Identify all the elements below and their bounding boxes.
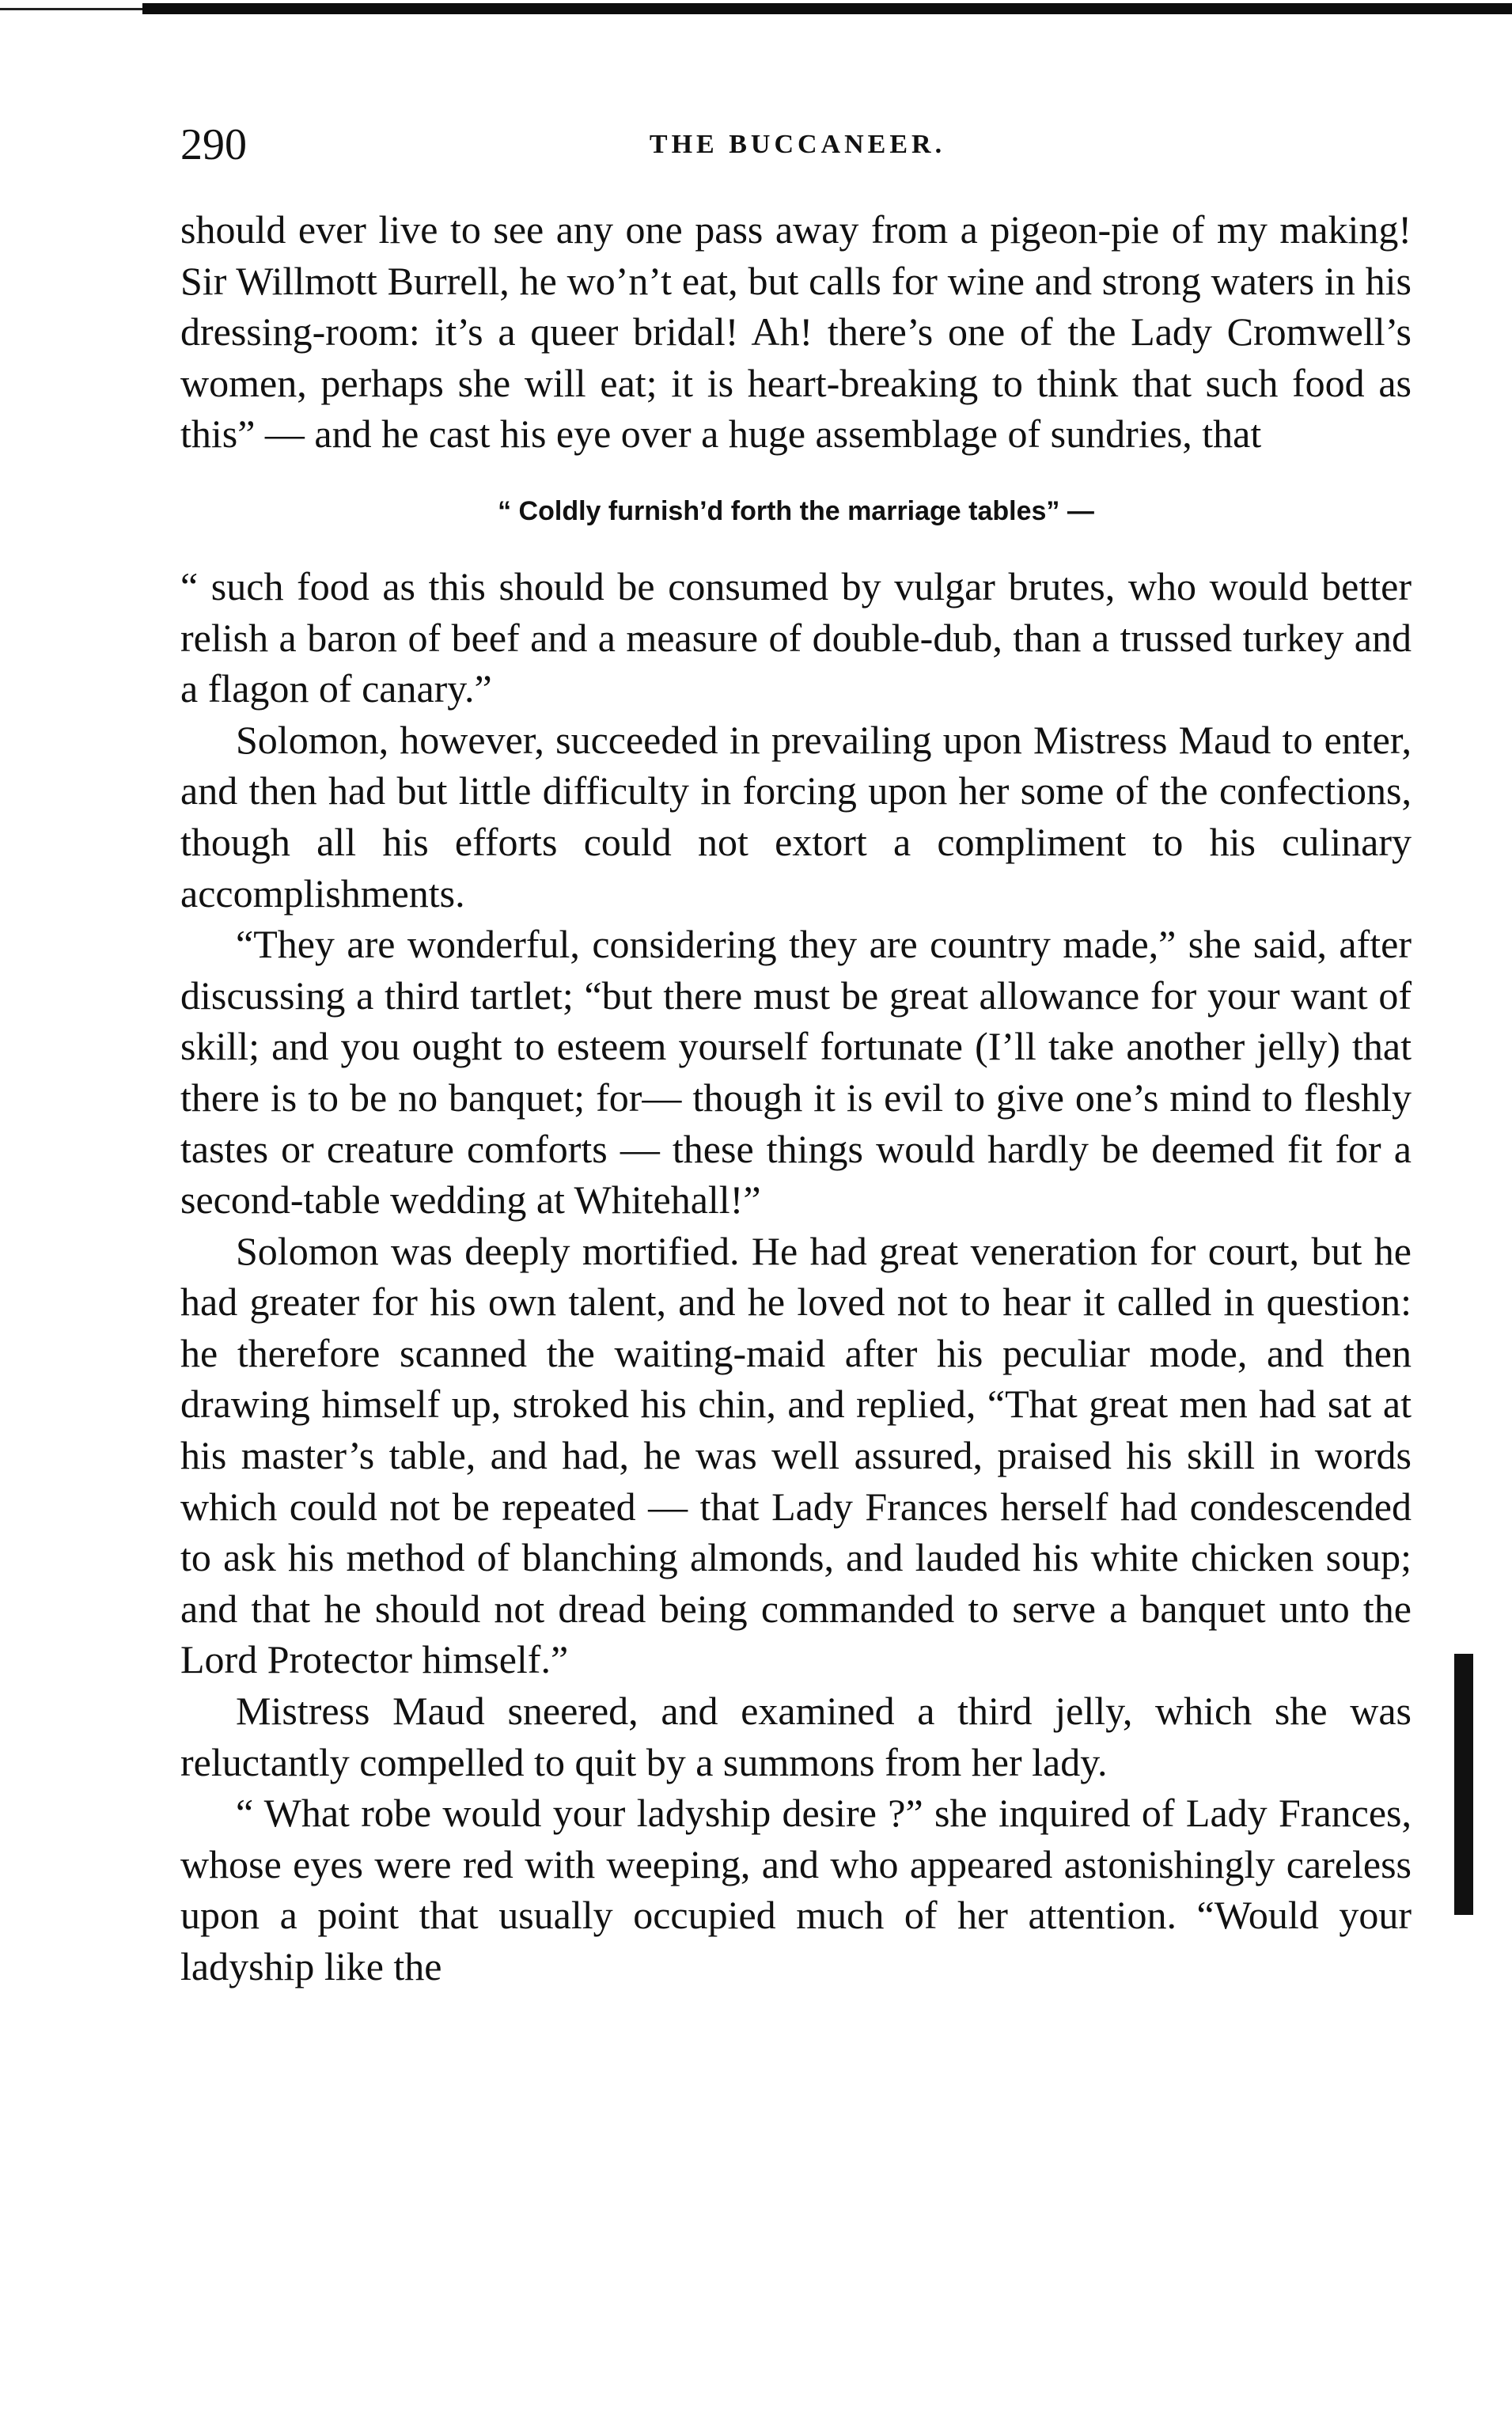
top-rule-thin-segment xyxy=(0,8,158,10)
paragraph: Mistress Maud sneered, and examined a third jelly, which she was reluctantly compelled to quit by a summons from her lady. xyxy=(180,1689,1412,1784)
paragraph: “ such food as this should be consumed by vulgar brutes, who would better relish a baron of beef and a measure of double-dub, than a trussed turkey and a flagon of canary.” xyxy=(180,563,1412,711)
top-border-rule xyxy=(0,0,1512,17)
page-header xyxy=(180,117,1415,172)
top-rule-thick-segment xyxy=(142,3,1512,14)
paragraph: Solomon was deeply mortified. He had great veneration for court, but he had greater for his own talent, and he loved not to hear it called in question: he therefore scanned the waiting-maid after his peculiar mode, and then drawing himself up, stroked his chin, and replied, “That great men had sat at his master’s table, and had, he was well assured, praised his skill in words which could not be repeated — that Lady Frances herself had condescended to ask his method of blanching almonds, and lauded his white chicken soup; and that he should not dread being commanded to serve a banquet unto the Lord Protector himself.” xyxy=(180,1228,1412,1682)
paragraph: “They are wonderful, considering they are country made,” she said, after discussing a third tartlet; “but there must be great allowance for your want of skill; and you ought to esteem yourself fortunate (I’ll take another jelly) that there is to be no banquet; for— though it is evil to give one’s mind to fleshly tastes or creature comforts — these things would hardly be deemed fit for a second-table wedding at Whitehall!” xyxy=(180,922,1412,1223)
paragraph: Solomon, however, succeeded in prevailing upon Mistress Maud to enter, and then had but little difficulty in forcing upon her some of the confections, though all his efforts could not extort a compliment to his culinary accomplishments. xyxy=(180,717,1412,916)
page-number: 290 xyxy=(180,120,247,169)
page-edge-mark xyxy=(1454,1654,1473,1915)
running-title: THE BUCCANEER. xyxy=(649,130,946,159)
body-text xyxy=(180,204,1412,1992)
paragraph: “ What robe would your ladyship desire ?” she inquired of Lady Frances, whose eyes were red with weeping, and who appeared astonishingly careless upon a point that usually occupied much of her attention. “Would your ladyship like the xyxy=(180,1791,1412,1988)
paragraph: should ever live to see any one pass away from a pigeon-pie of my making! Sir Willmott Burrell, he wo’n’t eat, but calls for wine and strong waters in his dressing-room: it’s a queer bridal! Ah! there’s one of the Lady Cromwell’s women, perhaps she will eat; it is heart-breaking to think that such food as this” — and he cast his eye over a huge assemblage of sundries, that xyxy=(180,207,1412,457)
verse-quote: “ Coldly furnish’d forth the marriage tables” — xyxy=(498,495,1094,526)
